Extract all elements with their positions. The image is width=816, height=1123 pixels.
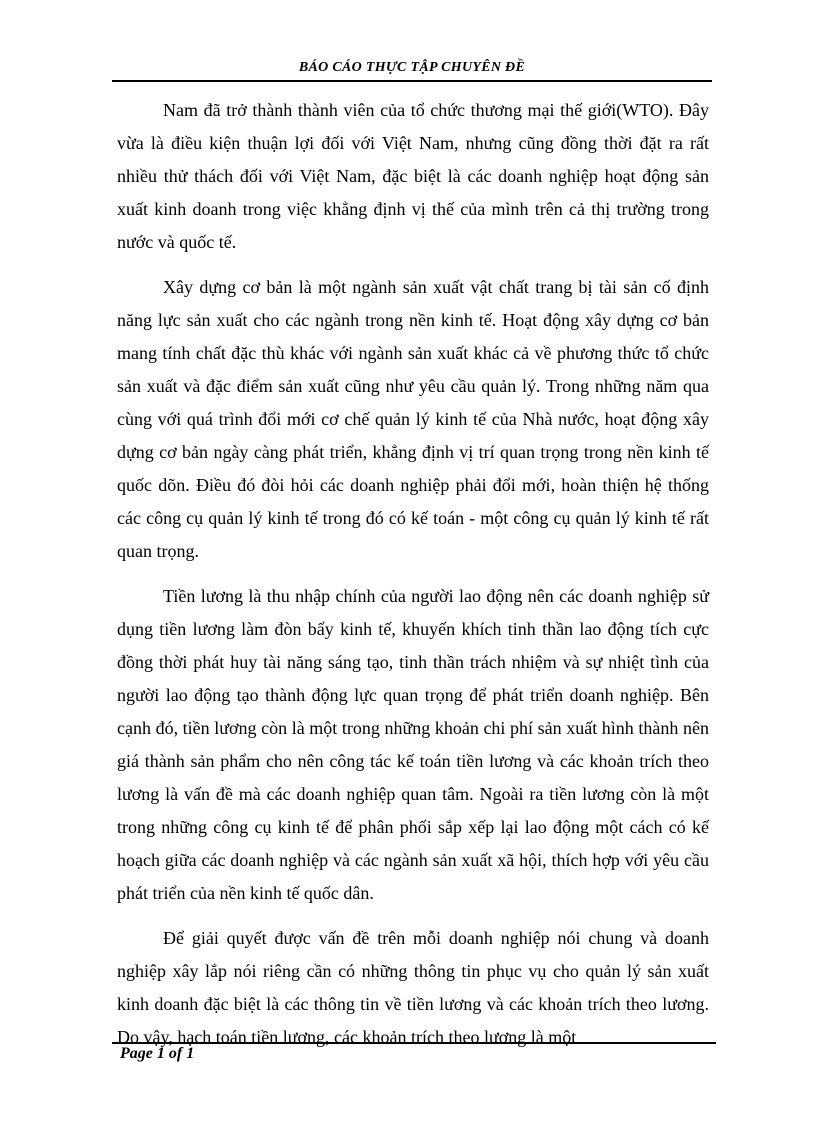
header-rule [112,80,712,82]
page-number-footer: Page 1 of 1 [120,1045,195,1062]
document-body [117,94,709,1054]
paragraph-2: Xây dựng cơ bản là một ngành sản xuất vật chất trang bị tài sản cố định năng lực sản xuất cho các ngành trong nền kinh tế. Hoạt động xây dựng cơ bản mang tính chất đặc thù khác với ngành sản xuất khác cả về phương thức tổ chức sản xuất và đặc điểm sản xuất cũng như yêu cầu quản lý. Trong những năm qua cùng với quá trình đổi mới cơ chế quản lý kinh tế của Nhà nước, hoạt động xây dựng cơ bản ngày càng phát triển, khẳng định vị trí quan trọng trong nền kinh tế quốc dõn. Điều đó đòi hỏi các doanh nghiệp phải đổi mới, hoàn thiện hệ thống các công cụ quản lý kinh tế trong đó có kế toán - một công cụ quản lý kinh tế rất quan trọng. [117,277,709,561]
paragraph-1: Nam đã trở thành thành viên của tổ chức thương mại thế giới(WTO). Đây vừa là điều kiện thuận lợi đối với Việt Nam, nhưng cũng đồng thời đặt ra rất nhiều thử thách đối với Việt Nam, đặc biệt là các doanh nghiệp hoạt động sản xuất kinh doanh trong việc khẳng định vị thế của mình trên cả thị trường trong nước và quốc tế. [117,100,709,252]
paragraph-4: Để giải quyết được vấn đề trên mỗi doanh nghiệp nói chung và doanh nghiệp xây lắp nói riêng cần có những thông tin phục vụ cho quản lý sản xuất kinh doanh đặc biệt là các thông tin về tiền lương và các khoản trích theo lương. Do vậy, hạch toán tiền lương, các khoản trích theo lương là một [117,928,709,1047]
page-header-title: BÁO CÁO THỰC TẬP CHUYÊN ĐỀ [298,60,526,75]
footer-rule [112,1042,716,1044]
paragraph-3: Tiền lương là thu nhập chính của người lao động nên các doanh nghiệp sử dụng tiền lương làm đòn bẩy kinh tế, khuyến khích tinh thần lao động tích cực đồng thời phát huy tài năng sáng tạo, tinh thần trách nhiệm và sự nhiệt tình của người lao động tạo thành động lực quan trọng để phát triển doanh nghiệp. Bên cạnh đó, tiền lương còn là một trong những khoản chi phí sản xuất hình thành nên giá thành sản phẩm cho nên công tác kế toán tiền lương và các khoản trích theo lương là vấn đề mà các doanh nghiệp quan tâm. Ngoài ra tiền lương còn là một trong những công cụ kinh tế để phân phối sắp xếp lại lao động một cách có kế hoạch giữa các doanh nghiệp và các ngành sản xuất xã hội, thích hợp với yêu cầu phát triển của nền kinh tế quốc dân. [117,586,709,903]
